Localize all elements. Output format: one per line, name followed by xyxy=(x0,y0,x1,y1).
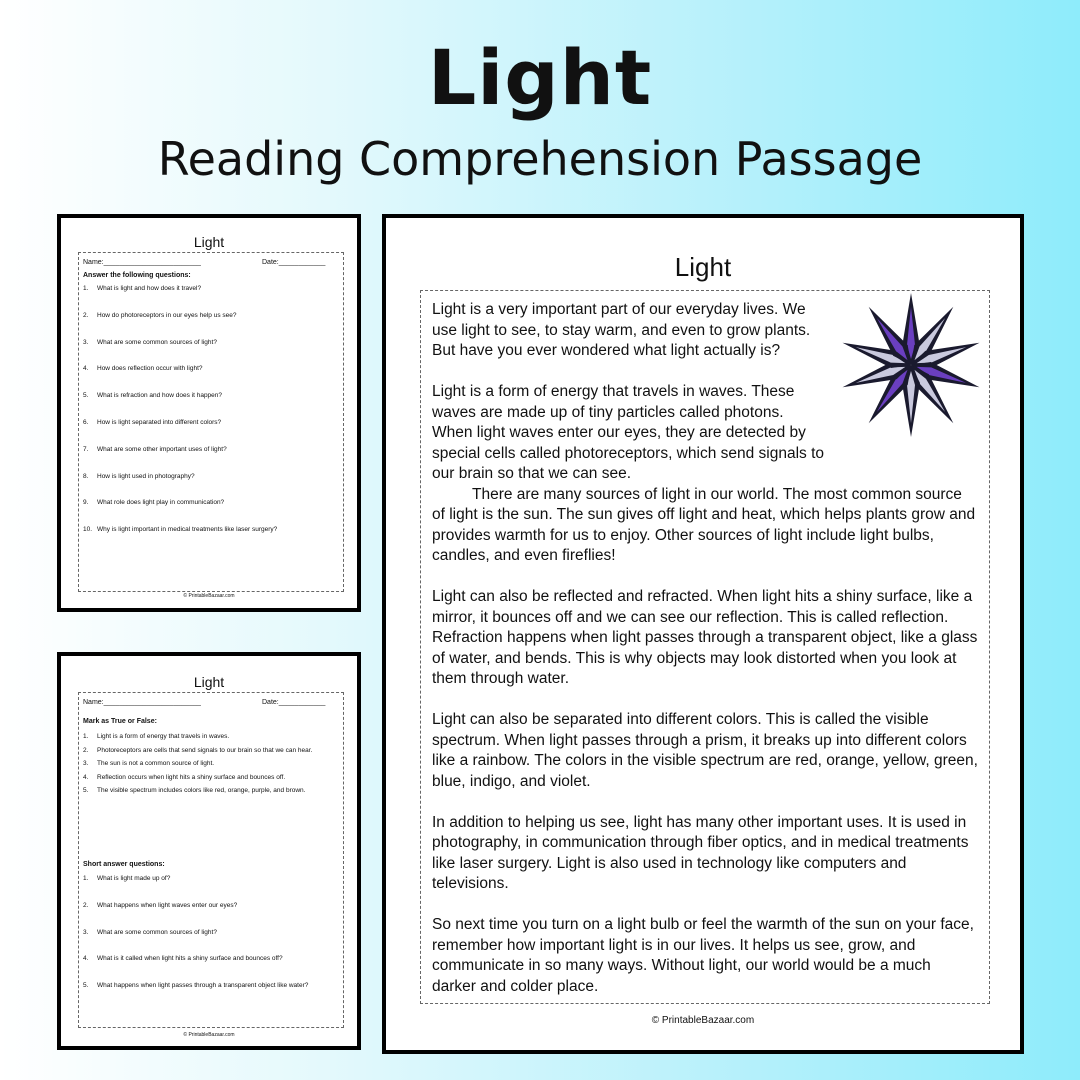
name-field: Name:_________________________ xyxy=(83,699,201,706)
question-item xyxy=(83,392,339,399)
passage-text xyxy=(432,300,978,1018)
question-item xyxy=(83,774,339,781)
question-number: 4. xyxy=(83,773,89,781)
question-text: How is light used in photography? xyxy=(97,472,195,480)
paragraph: Light can also be reflected and refracted. When light hits a shiny surface, like a mirror, it bounces off and we can see our reflection. This is called reflection. Refraction happens when light passes through a transparent object, like a glass of water, and bends. This is why objects may look distorted when you look at them through water. xyxy=(432,588,978,687)
question-text: What are some common sources of light? xyxy=(97,928,217,936)
question-item xyxy=(83,446,339,453)
question-number: 6. xyxy=(83,419,89,426)
worksheet-footer: © PrintableBazaar.com xyxy=(183,593,235,599)
short-answer-heading: Short answer questions: xyxy=(83,861,165,868)
question-text: What role does light play in communication? xyxy=(97,499,225,507)
question-item xyxy=(83,787,339,794)
question-item xyxy=(83,499,339,506)
paragraph: Light is a form of energy that travels in waves. These waves are made up of tiny particles called photons. When light waves enter our eyes, they are detected by special cells called photoreceptors, which send signals to our brain so that we can see. xyxy=(432,383,825,482)
question-number: 5. xyxy=(83,787,89,794)
worksheet-true-false xyxy=(57,652,361,1050)
question-number: 3. xyxy=(83,338,89,346)
question-text: Reflection occurs when light hits a shiny surface and bounces off. xyxy=(97,773,286,781)
date-field: Date:____________ xyxy=(262,699,326,706)
question-text: What happens when light passes through a transparent object like water? xyxy=(97,982,309,990)
question-item xyxy=(83,747,339,754)
question-number: 3. xyxy=(83,760,89,767)
question-item xyxy=(83,339,339,346)
question-item xyxy=(83,733,339,740)
question-text: How is light separated into different colors? xyxy=(97,419,222,426)
question-item xyxy=(83,875,339,882)
question-item xyxy=(83,929,339,936)
question-item xyxy=(83,902,339,909)
question-number: 2. xyxy=(83,311,89,319)
passage-title: Light xyxy=(674,252,732,282)
question-item xyxy=(83,419,339,426)
question-number: 1. xyxy=(83,875,89,882)
subtitle: Reading Comprehension Passage xyxy=(157,132,923,186)
question-item xyxy=(83,760,339,767)
question-item xyxy=(83,955,339,962)
worksheet-title: Light xyxy=(193,674,225,690)
date-field: Date:____________ xyxy=(262,259,326,266)
worksheet-border xyxy=(78,252,344,592)
paragraph: There are many sources of light in our world. The most common source of light is the sun. The sun gives off light and heat, which helps plants grow and provides warmth for us to enjoy. Other sources of light include light bulbs, candles, and even fireflies! xyxy=(432,485,976,564)
paragraph: In addition to helping us see, light has many other important uses. It is used in photography, in communication through fiber optics, and in medical treatments like laser surgery. Light is also used in technology like computers and televisions. xyxy=(432,813,969,892)
worksheet-border xyxy=(78,692,344,1028)
paragraph: Light is a very important part of our everyday lives. We use light to see, to stay warm, and even to grow plants. But have you ever wondered what light actually is? xyxy=(432,301,811,359)
true-false-heading: Mark as True or False: xyxy=(83,718,157,725)
question-text: What is refraction and how does it happen? xyxy=(97,392,223,400)
question-text: Light is a form of energy that travels in waves. xyxy=(97,733,230,740)
question-item xyxy=(83,526,339,533)
question-number: 5. xyxy=(83,982,89,990)
question-text: What are some other important uses of light? xyxy=(97,445,227,453)
question-number: 9. xyxy=(83,499,89,507)
question-number: 2. xyxy=(83,901,89,909)
question-number: 1. xyxy=(83,733,89,740)
question-number: 7. xyxy=(83,445,89,453)
question-number: 3. xyxy=(83,928,89,936)
name-field: Name:_________________________ xyxy=(83,259,201,266)
question-text: What are some common sources of light? xyxy=(97,338,217,346)
question-text: Photoreceptors are cells that send signals to our brain so that we can hear. xyxy=(97,746,313,754)
passage-page xyxy=(382,214,1024,1054)
question-number: 1. xyxy=(83,285,89,292)
question-number: 5. xyxy=(83,392,89,400)
worksheet-footer: © PrintableBazaar.com xyxy=(183,1032,235,1038)
worksheet-title: Light xyxy=(193,234,225,250)
question-text: What is it called when light hits a shiny surface and bounces off? xyxy=(97,955,283,963)
question-number: 4. xyxy=(83,365,89,373)
question-text: Why is light important in medical treatments like laser surgery? xyxy=(97,526,278,534)
question-text: What is light made up of? xyxy=(97,875,171,882)
question-number: 4. xyxy=(83,955,89,963)
instructions: Answer the following questions: xyxy=(83,272,191,279)
question-number: 8. xyxy=(83,472,89,480)
question-text: What happens when light waves enter our eyes? xyxy=(97,901,238,909)
question-item xyxy=(83,473,339,480)
question-number: 10. xyxy=(83,526,93,534)
paragraph: So next time you turn on a light bulb or feel the warmth of the sun on your face, remember how important light is in our lives. It helps us see, grow, and communicate in so many ways. Without light, our world would be a much darker and colder place. xyxy=(432,916,974,995)
question-text: How do photoreceptors in our eyes help us see? xyxy=(97,311,237,319)
star-burst-icon xyxy=(836,290,986,440)
passage-footer: © PrintableBazaar.com xyxy=(651,1015,755,1026)
question-item xyxy=(83,982,339,989)
question-number: 2. xyxy=(83,746,89,754)
question-text: What is light and how does it travel? xyxy=(97,285,202,292)
paragraph: Light can also be separated into different colors. This is called the visible spectrum. When light passes through a prism, it breaks up into different colors like a rainbow. The colors in the visible spectrum are red, orange, yellow, green, blue, indigo, and violet. xyxy=(432,711,978,790)
main-title: Light xyxy=(427,33,653,122)
question-text: The visible spectrum includes colors like red, orange, purple, and brown. xyxy=(97,787,306,794)
question-text: How does reflection occur with light? xyxy=(97,365,203,373)
worksheet-questions xyxy=(57,214,361,612)
question-item xyxy=(83,312,339,319)
question-text: The sun is not a common source of light. xyxy=(97,760,215,767)
question-item xyxy=(83,285,339,292)
question-item xyxy=(83,365,339,372)
